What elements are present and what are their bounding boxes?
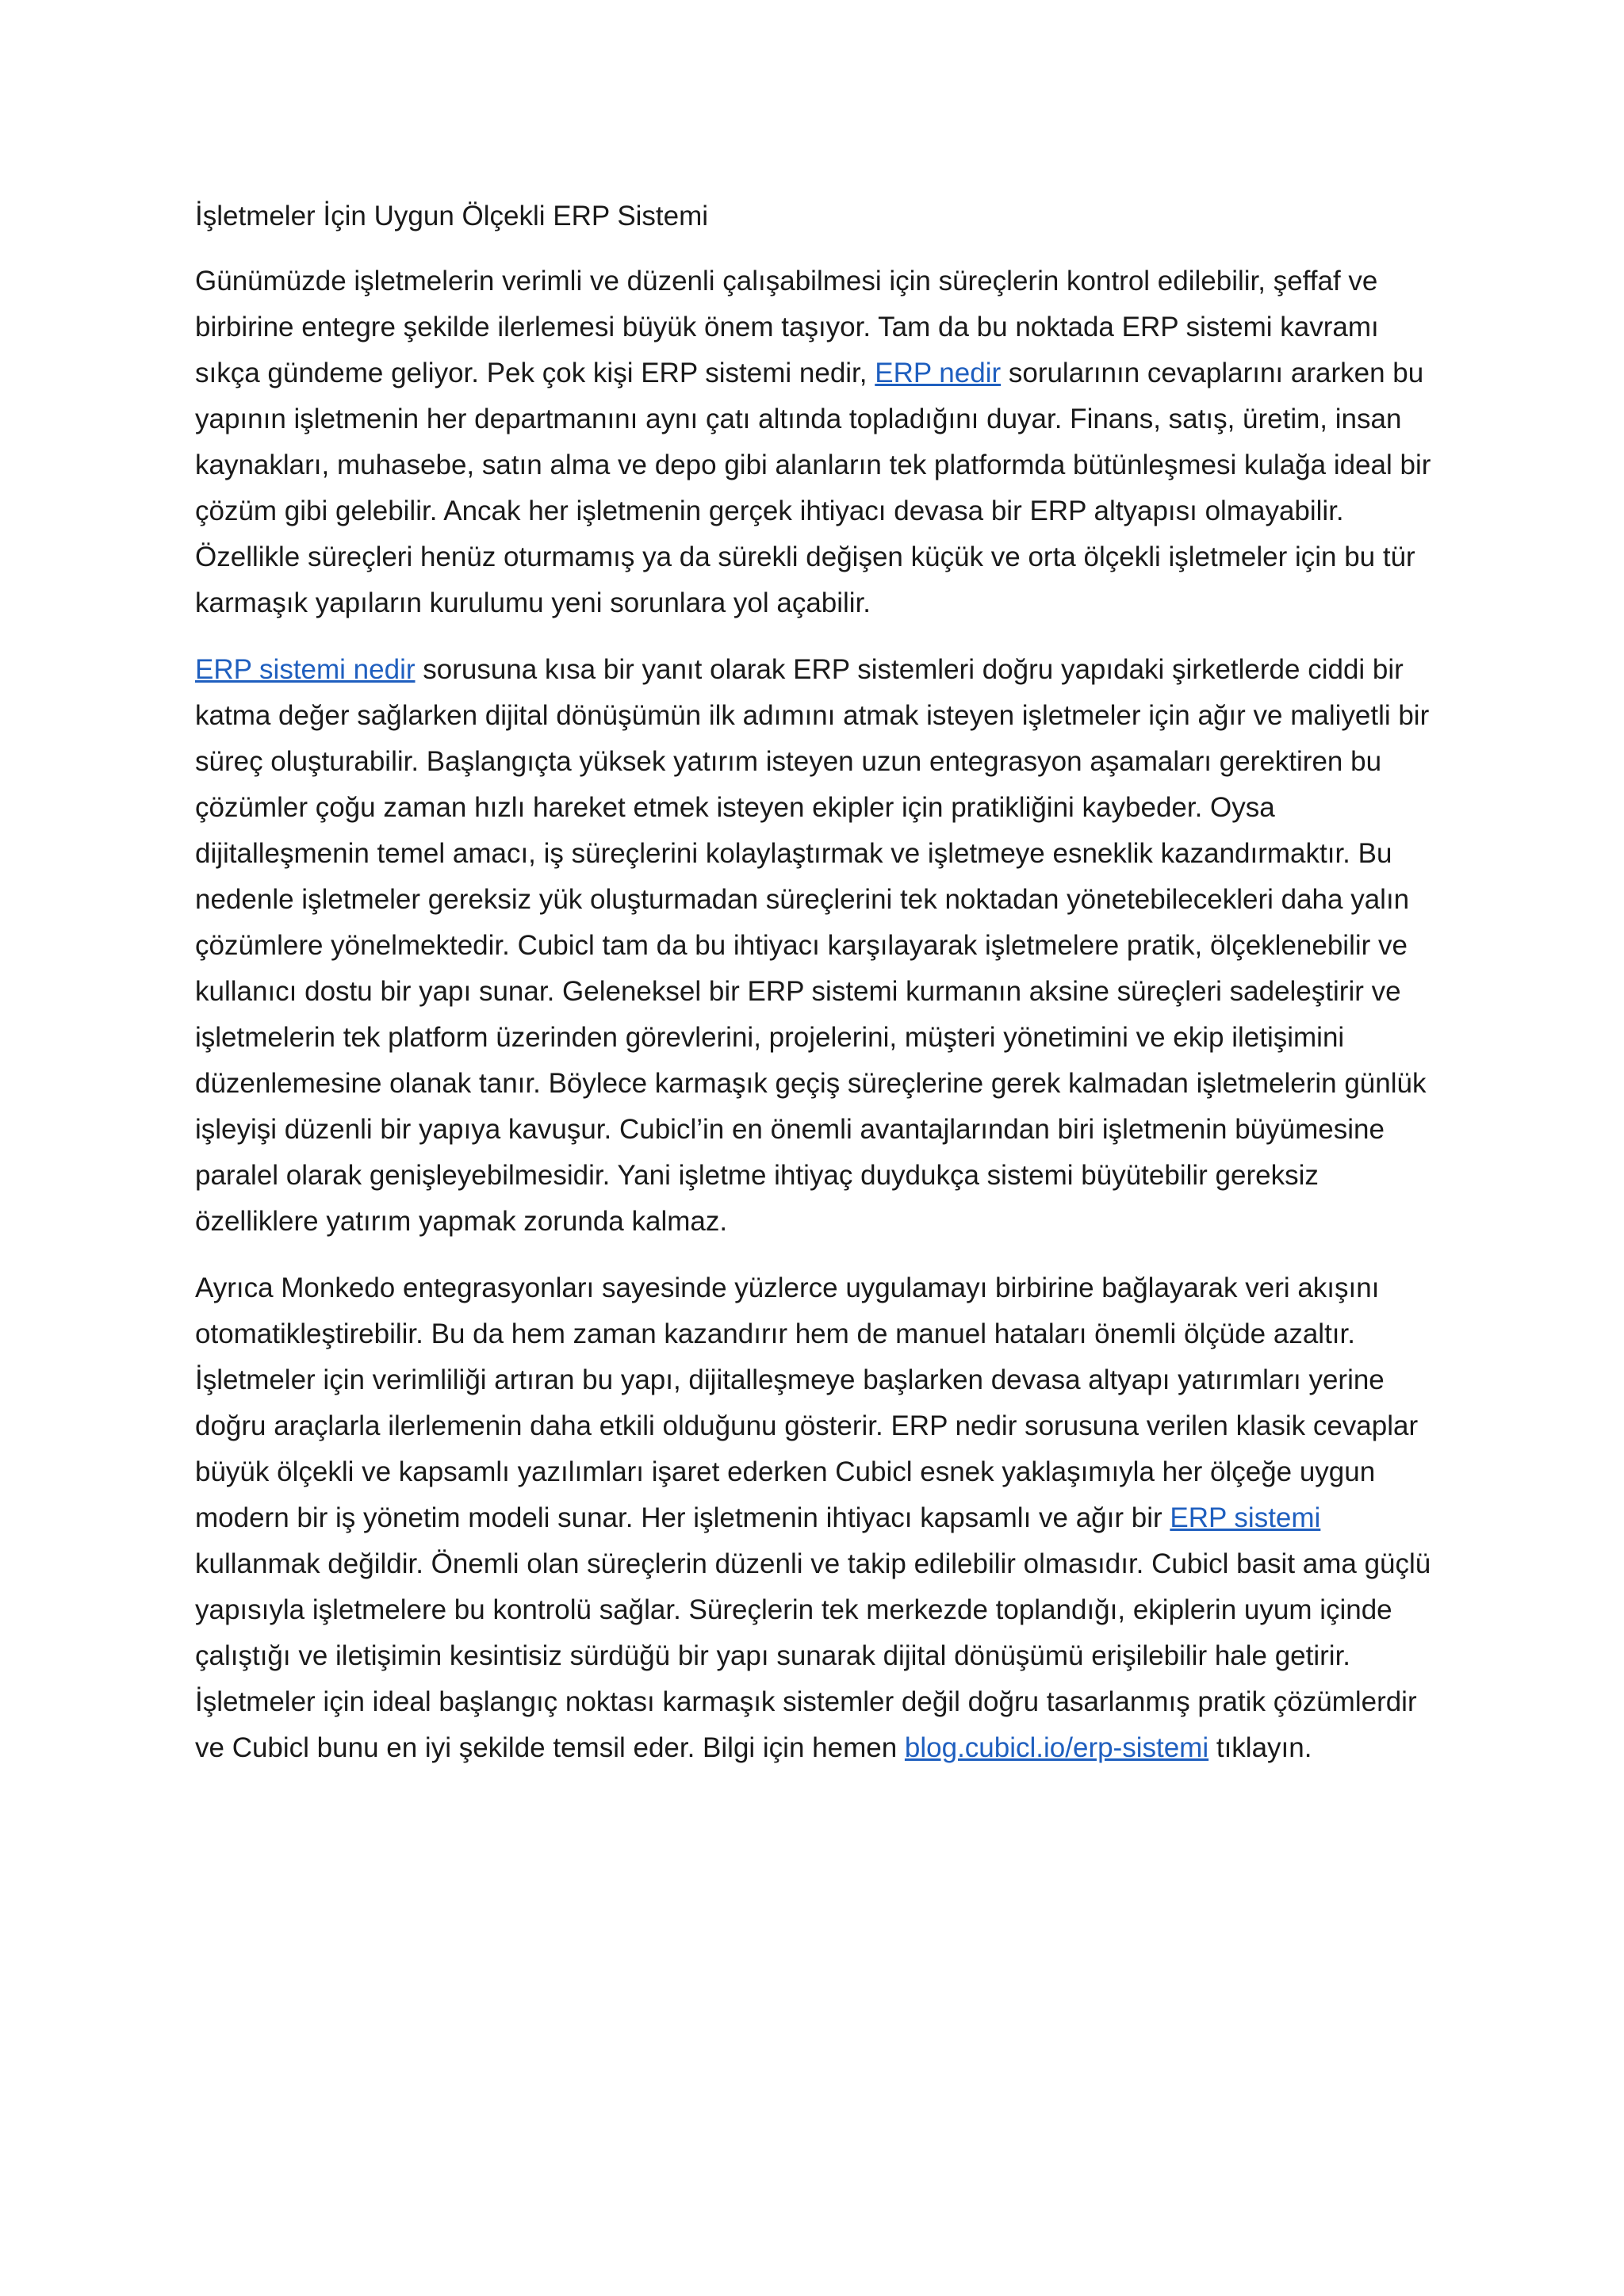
paragraph-3-text-3: tıklayın. xyxy=(1208,1732,1312,1763)
paragraph-1-text-2: sorularının cevaplarını ararken bu yapının işletmenin her departmanını aynı çatı altında topladığını duyar. Finans, satış, üretim, insan kaynakları, muhasebe, satın alma ve depo gibi alanların tek platformda bütünleşmesi kulağa ideal bir çözüm gibi gelebilir. Ancak her işletmenin gerçek ihtiyacı devasa bir ERP altyapısı olmayabilir. Özellikle süreçleri henüz oturmamış ya da sürekli değişen küçük ve orta ölçekli işletmeler için bu tür karmaşık yapıların kurulumu yeni sorunlara yol açabilir. xyxy=(195,358,1431,618)
blog-url-link[interactable]: blog.cubicl.io/erp-sistemi xyxy=(904,1732,1209,1763)
paragraph-3-text-1: Ayrıca Monkedo entegrasyonları sayesinde yüzlerce uygulamayı birbirine bağlayarak veri akışını otomatikleştirebilir. Bu da hem zaman kazandırır hem de manuel hataları önemli ölçüde azaltır. İşletmeler için verimliliği artıran bu yapı, dijitalleşmeye başlarken devasa altyapı yatırımları yerine doğru araçlarla ilerlemenin daha etkili olduğunu gösterir. ERP nedir sorusuna verilen klasik cevaplar büyük ölçekli ve kapsamlı yazılımları işaret ederken Cubicl esnek yaklaşımıyla her ölçeğe uygun modern bir iş yönetim modeli sunar. Her işletmenin ihtiyacı kapsamlı ve ağır bir xyxy=(195,1272,1419,1533)
paragraph-1 xyxy=(195,258,1448,626)
paragraph-2-text-1: sorusuna kısa bir yanıt olarak ERP sistemleri doğru yapıdaki şirketlerde ciddi bir katma değer sağlarken dijital dönüşümün ilk adımını atmak isteyen işletmeler için ağır ve maliyetli bir süreç oluşturabilir. Başlangıçta yüksek yatırım isteyen uzun entegrasyon aşamaları gerektiren bu çözümler çoğu zaman hızlı hareket etmek isteyen ekipler için pratikliğini kaybeder. Oysa dijitalleşmenin temel amacı, iş süreçlerini kolaylaştırmak ve işletmeye esneklik kazandırmaktır. Bu nedenle işletmeler gereksiz yük oluşturmadan süreçlerini tek noktadan yönetebilecekleri daha yalın çözümlere yönelmektedir. Cubicl tam da bu ihtiyacı karşılayarak işletmelere pratik, ölçeklenebilir ve kullanıcı dostu bir yapı sunar. Geleneksel bir ERP sistemi kurmanın aksine süreçleri sadeleştirir ve işletmelerin tek platform üzerinden görevlerini, projelerini, müşteri yönetimini ve ekip iletişimini düzenlemesine olanak tanır. Böylece karmaşık geçiş süreçlerine gerek kalmadan işletmelerin günlük işleyişi düzenli bir yapıya kavuşur. Cubicl’in en önemli avantajlarından biri işletmenin büyümesine paralel olarak genişleyebilmesidir. Yani işletme ihtiyaç duydukça sistemi büyütebilir gereksiz özelliklere yatırım yapmak zorunda kalmaz. xyxy=(195,654,1430,1237)
document-title: İşletmeler İçin Uygun Ölçekli ERP Sistemi xyxy=(195,201,709,232)
erp-nedir-link[interactable]: ERP nedir xyxy=(875,358,1002,388)
paragraph-3 xyxy=(195,1265,1448,1771)
paragraph-2 xyxy=(195,647,1448,1245)
paragraph-3-text-2: kullanmak değildir. Önemli olan süreçlerin düzenli ve takip edilebilir olmasıdır. Cubicl basit ama güçlü yapısıyla işletmelere bu kontrolü sağlar. Süreçlerin tek merkezde toplandığı, ekiplerin uyum içinde çalıştığı ve iletişimin kesintisiz sürdüğü bir yapı sunarak dijital dönüşümü erişilebilir hale getirir. İşletmeler için ideal başlangıç noktası karmaşık sistemler değil doğru tasarlanmış pratik çözümlerdir ve Cubicl bunu en iyi şekilde temsil eder. Bilgi için hemen xyxy=(195,1548,1431,1763)
erp-sistemi-nedir-link[interactable]: ERP sistemi nedir xyxy=(195,654,416,685)
document-page xyxy=(195,193,1448,1792)
paragraph-1-text-1: Günümüzde işletmelerin verimli ve düzenli çalışabilmesi için süreçlerin kontrol edilebilir, şeffaf ve birbirine entegre şekilde ilerlemesi büyük önem taşıyor. Tam da bu noktada ERP sistemi kavramı sıkça gündeme geliyor. Pek çok kişi ERP sistemi nedir, xyxy=(195,266,1379,388)
erp-sistemi-link[interactable]: ERP sistemi xyxy=(1170,1502,1321,1533)
